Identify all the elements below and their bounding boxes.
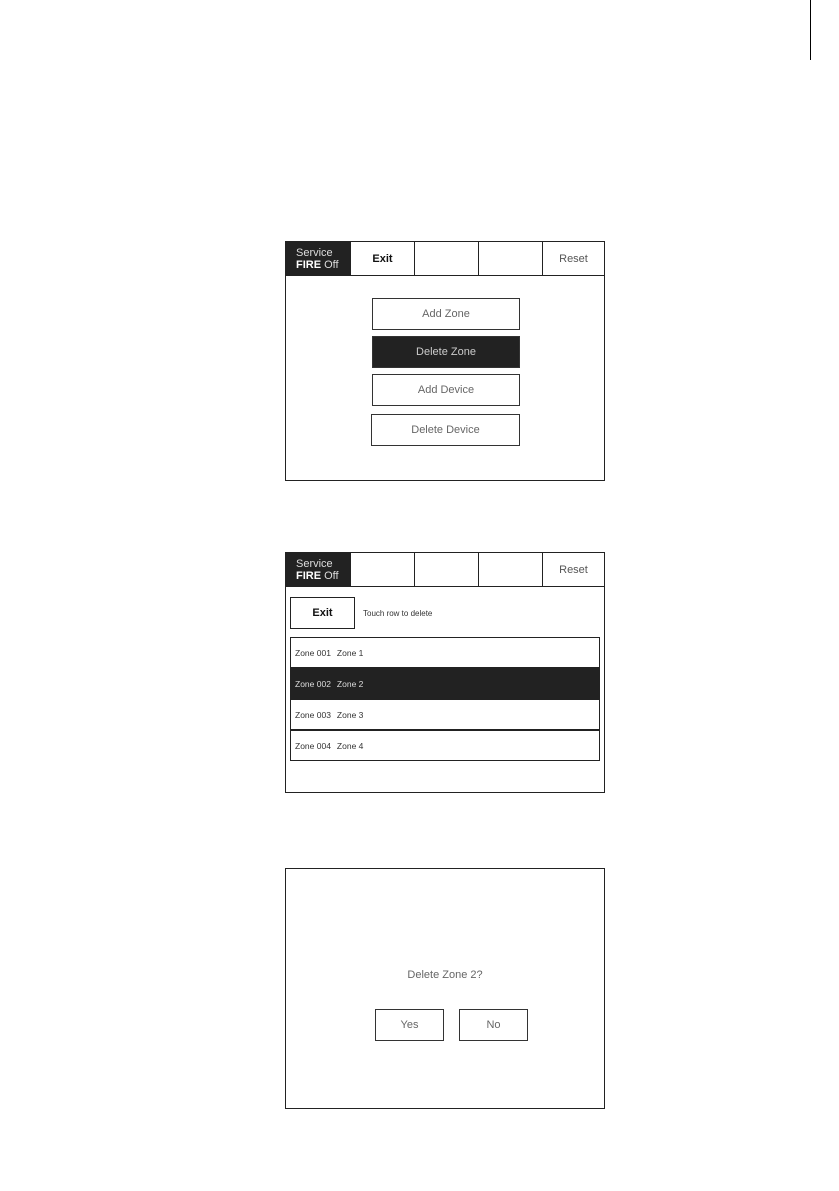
status-service-label: Service: [296, 557, 333, 570]
exit-button[interactable]: Exit: [351, 242, 415, 275]
top-bar: [286, 553, 604, 587]
zone-id: Zone 003: [295, 709, 331, 720]
panel-screen-zone-list: [285, 552, 605, 793]
zone-name: Zone 3: [336, 709, 364, 720]
topbar-empty-button-2[interactable]: [479, 242, 543, 275]
instruction-text: Touch row to delete: [363, 609, 433, 618]
topbar-empty-button-0[interactable]: [351, 553, 415, 586]
topbar-empty-button-1[interactable]: [415, 553, 479, 586]
status-fire-label: FIRE: [296, 569, 322, 582]
delete-device-button[interactable]: Delete Device: [371, 414, 520, 446]
add-zone-button[interactable]: Add Zone: [372, 298, 520, 330]
yes-button[interactable]: Yes: [375, 1009, 444, 1041]
status-fire-label: FIRE: [296, 258, 322, 271]
zone-row[interactable]: [290, 637, 600, 668]
status-indicator: [286, 242, 351, 275]
status-off-label: Off: [324, 258, 339, 271]
top-bar: [286, 242, 604, 276]
page-margin-line: [810, 0, 811, 60]
delete-zone-button[interactable]: Delete Zone: [372, 336, 520, 368]
add-device-button[interactable]: Add Device: [372, 374, 520, 406]
panel-screen-menu: [285, 241, 605, 481]
topbar-empty-button-1[interactable]: [415, 242, 479, 275]
confirm-question: Delete Zone 2?: [407, 969, 483, 981]
zone-row[interactable]: [290, 730, 600, 761]
zone-name: Zone 1: [336, 647, 364, 658]
status-indicator: [286, 553, 351, 586]
status-service-label: Service: [296, 246, 333, 259]
zone-id: Zone 001: [295, 647, 331, 658]
zone-name: Zone 2: [336, 678, 364, 689]
zone-row-selected[interactable]: [290, 668, 600, 699]
no-button[interactable]: No: [459, 1009, 528, 1041]
status-off-label: Off: [324, 569, 339, 582]
zone-name: Zone 4: [336, 740, 364, 751]
reset-button[interactable]: Reset: [559, 563, 588, 576]
zone-row[interactable]: [290, 699, 600, 730]
panel-screen-confirm: [285, 868, 605, 1109]
topbar-empty-button-2[interactable]: [479, 553, 543, 586]
zone-id: Zone 002: [295, 678, 331, 689]
zone-id: Zone 004: [295, 740, 331, 751]
reset-button[interactable]: Reset: [559, 252, 588, 265]
exit-button[interactable]: Exit: [290, 597, 355, 629]
